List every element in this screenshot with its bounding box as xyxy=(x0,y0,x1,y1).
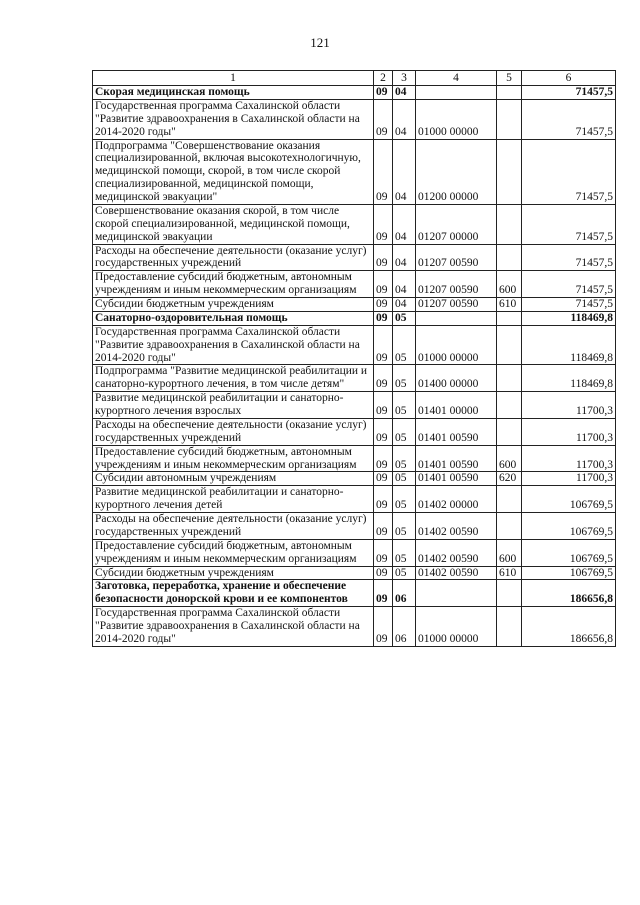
cell-target-article: 01207 00000 xyxy=(416,204,497,244)
cell-amount: 71457,5 xyxy=(522,271,616,298)
cell-target-article: 01207 00590 xyxy=(416,244,497,271)
cell-section: 09 xyxy=(374,513,393,540)
cell-subsection: 04 xyxy=(393,244,416,271)
cell-section: 09 xyxy=(374,244,393,271)
cell-section: 09 xyxy=(374,392,393,419)
table-row xyxy=(93,392,616,419)
cell-target-article: 01000 00000 xyxy=(416,607,497,647)
table-row xyxy=(93,486,616,513)
cell-expense-type xyxy=(497,311,522,325)
cell-section: 09 xyxy=(374,486,393,513)
cell-target-article: 01000 00000 xyxy=(416,325,497,365)
cell-amount: 106769,5 xyxy=(522,513,616,540)
cell-target-article xyxy=(416,580,497,607)
cell-name: Предоставление субсидий бюджетным, автономным учреждениям и иным некоммерческим организациям xyxy=(93,271,374,298)
cell-expense-type xyxy=(497,392,522,419)
budget-table xyxy=(92,70,616,647)
cell-amount: 11700,3 xyxy=(522,418,616,445)
table-row xyxy=(93,607,616,647)
cell-expense-type xyxy=(497,139,522,204)
cell-section: 09 xyxy=(374,445,393,472)
cell-amount: 106769,5 xyxy=(522,486,616,513)
cell-subsection: 06 xyxy=(393,607,416,647)
cell-amount: 71457,5 xyxy=(522,298,616,312)
cell-target-article: 01207 00590 xyxy=(416,271,497,298)
table-row xyxy=(93,418,616,445)
cell-target-article: 01400 00000 xyxy=(416,365,497,392)
cell-name: Субсидии бюджетным учреждениям xyxy=(93,566,374,580)
cell-target-article: 01402 00590 xyxy=(416,566,497,580)
cell-subsection: 05 xyxy=(393,539,416,566)
cell-name: Расходы на обеспечение деятельности (оказание услуг) государственных учреждений xyxy=(93,513,374,540)
cell-target-article: 01401 00590 xyxy=(416,445,497,472)
cell-target-article: 01401 00590 xyxy=(416,418,497,445)
cell-section: 09 xyxy=(374,86,393,100)
cell-subsection: 04 xyxy=(393,99,416,139)
cell-expense-type xyxy=(497,99,522,139)
cell-subsection: 04 xyxy=(393,86,416,100)
cell-expense-type: 600 xyxy=(497,271,522,298)
header-col-5: 5 xyxy=(497,71,522,86)
cell-expense-type xyxy=(497,365,522,392)
cell-name: Подпрограмма "Совершенствование оказания специализированной, включая высокотехнологичную, медицинской помощи, скорой, в том числе скорой специализированной, медицинской помощи, медицинской эвакуации" xyxy=(93,139,374,204)
table-row xyxy=(93,244,616,271)
cell-expense-type: 610 xyxy=(497,298,522,312)
cell-subsection: 05 xyxy=(393,418,416,445)
cell-expense-type xyxy=(497,486,522,513)
header-col-6: 6 xyxy=(522,71,616,86)
cell-section: 09 xyxy=(374,418,393,445)
cell-amount: 106769,5 xyxy=(522,566,616,580)
table-row xyxy=(93,139,616,204)
cell-expense-type: 610 xyxy=(497,566,522,580)
table-row xyxy=(93,472,616,486)
cell-subsection: 04 xyxy=(393,204,416,244)
cell-subsection: 05 xyxy=(393,472,416,486)
cell-section: 09 xyxy=(374,566,393,580)
cell-name: Субсидии автономным учреждениям xyxy=(93,472,374,486)
cell-subsection: 05 xyxy=(393,566,416,580)
cell-section: 09 xyxy=(374,539,393,566)
table-row xyxy=(93,513,616,540)
table-row xyxy=(93,99,616,139)
cell-section: 09 xyxy=(374,607,393,647)
cell-section: 09 xyxy=(374,298,393,312)
cell-name: Предоставление субсидий бюджетным, автономным учреждениям и иным некоммерческим организациям xyxy=(93,445,374,472)
page-number: 121 xyxy=(310,35,330,50)
cell-expense-type xyxy=(497,86,522,100)
table-body xyxy=(93,86,616,647)
table-row xyxy=(93,298,616,312)
cell-name: Скорая медицинская помощь xyxy=(93,86,374,100)
cell-expense-type xyxy=(497,513,522,540)
cell-expense-type xyxy=(497,244,522,271)
cell-target-article: 01000 00000 xyxy=(416,99,497,139)
cell-name: Государственная программа Сахалинской области "Развитие здравоохранения в Сахалинской области на 2014-2020 годы" xyxy=(93,325,374,365)
cell-subsection: 04 xyxy=(393,298,416,312)
cell-amount: 186656,8 xyxy=(522,607,616,647)
cell-subsection: 05 xyxy=(393,311,416,325)
cell-name: Государственная программа Сахалинской области "Развитие здравоохранения в Сахалинской области на 2014-2020 годы" xyxy=(93,99,374,139)
cell-amount: 71457,5 xyxy=(522,139,616,204)
cell-subsection: 05 xyxy=(393,365,416,392)
cell-subsection: 05 xyxy=(393,513,416,540)
table-row xyxy=(93,204,616,244)
cell-expense-type xyxy=(497,325,522,365)
cell-amount: 118469,8 xyxy=(522,311,616,325)
cell-name: Расходы на обеспечение деятельности (оказание услуг) государственных учреждений xyxy=(93,244,374,271)
cell-name: Развитие медицинской реабилитации и санаторно-курортного лечения детей xyxy=(93,486,374,513)
cell-expense-type xyxy=(497,204,522,244)
cell-subsection: 04 xyxy=(393,139,416,204)
cell-target-article: 01402 00590 xyxy=(416,539,497,566)
cell-name: Санаторно-оздоровительная помощь xyxy=(93,311,374,325)
cell-expense-type: 600 xyxy=(497,445,522,472)
cell-name: Государственная программа Сахалинской области "Развитие здравоохранения в Сахалинской области на 2014-2020 годы" xyxy=(93,607,374,647)
table-row xyxy=(93,311,616,325)
cell-amount: 11700,3 xyxy=(522,445,616,472)
cell-section: 09 xyxy=(374,472,393,486)
table-row xyxy=(93,365,616,392)
header-col-2: 2 xyxy=(374,71,393,86)
cell-subsection: 06 xyxy=(393,580,416,607)
cell-section: 09 xyxy=(374,580,393,607)
cell-amount: 11700,3 xyxy=(522,472,616,486)
table-row xyxy=(93,86,616,100)
cell-amount: 71457,5 xyxy=(522,204,616,244)
cell-amount: 71457,5 xyxy=(522,244,616,271)
cell-amount: 118469,8 xyxy=(522,365,616,392)
cell-section: 09 xyxy=(374,311,393,325)
table-row xyxy=(93,325,616,365)
cell-target-article xyxy=(416,311,497,325)
table-row xyxy=(93,539,616,566)
cell-section: 09 xyxy=(374,204,393,244)
cell-amount: 186656,8 xyxy=(522,580,616,607)
cell-target-article: 01402 00590 xyxy=(416,513,497,540)
header-col-4: 4 xyxy=(416,71,497,86)
cell-amount: 118469,8 xyxy=(522,325,616,365)
cell-subsection: 05 xyxy=(393,392,416,419)
cell-target-article: 01401 00000 xyxy=(416,392,497,419)
table-header-row xyxy=(93,71,616,86)
cell-target-article xyxy=(416,86,497,100)
cell-expense-type: 620 xyxy=(497,472,522,486)
cell-target-article: 01401 00590 xyxy=(416,472,497,486)
table-row xyxy=(93,445,616,472)
cell-subsection: 05 xyxy=(393,486,416,513)
cell-section: 09 xyxy=(374,325,393,365)
cell-expense-type xyxy=(497,418,522,445)
cell-amount: 71457,5 xyxy=(522,86,616,100)
cell-subsection: 05 xyxy=(393,445,416,472)
cell-amount: 106769,5 xyxy=(522,539,616,566)
cell-name: Предоставление субсидий бюджетным, автономным учреждениям и иным некоммерческим организациям xyxy=(93,539,374,566)
cell-target-article: 01200 00000 xyxy=(416,139,497,204)
cell-name: Субсидии бюджетным учреждениям xyxy=(93,298,374,312)
header-col-1: 1 xyxy=(93,71,374,86)
cell-target-article: 01402 00000 xyxy=(416,486,497,513)
cell-name: Совершенствование оказания скорой, в том числе скорой специализированной, медицинской помощи, медицинской эвакуации xyxy=(93,204,374,244)
cell-amount: 71457,5 xyxy=(522,99,616,139)
cell-target-article: 01207 00590 xyxy=(416,298,497,312)
cell-section: 09 xyxy=(374,365,393,392)
cell-amount: 11700,3 xyxy=(522,392,616,419)
cell-section: 09 xyxy=(374,271,393,298)
cell-name: Заготовка, переработка, хранение и обеспечение безопасности донорской крови и ее компонентов xyxy=(93,580,374,607)
cell-subsection: 05 xyxy=(393,325,416,365)
cell-expense-type xyxy=(497,607,522,647)
table-row xyxy=(93,271,616,298)
cell-expense-type: 600 xyxy=(497,539,522,566)
cell-section: 09 xyxy=(374,139,393,204)
cell-name: Расходы на обеспечение деятельности (оказание услуг) государственных учреждений xyxy=(93,418,374,445)
table-row xyxy=(93,566,616,580)
cell-name: Подпрограмма "Развитие медицинской реабилитации и санаторно-курортного лечения, в том числе детям" xyxy=(93,365,374,392)
cell-section: 09 xyxy=(374,99,393,139)
cell-expense-type xyxy=(497,580,522,607)
cell-subsection: 04 xyxy=(393,271,416,298)
header-col-3: 3 xyxy=(393,71,416,86)
cell-name: Развитие медицинской реабилитации и санаторно-курортного лечения взрослых xyxy=(93,392,374,419)
table-row xyxy=(93,580,616,607)
